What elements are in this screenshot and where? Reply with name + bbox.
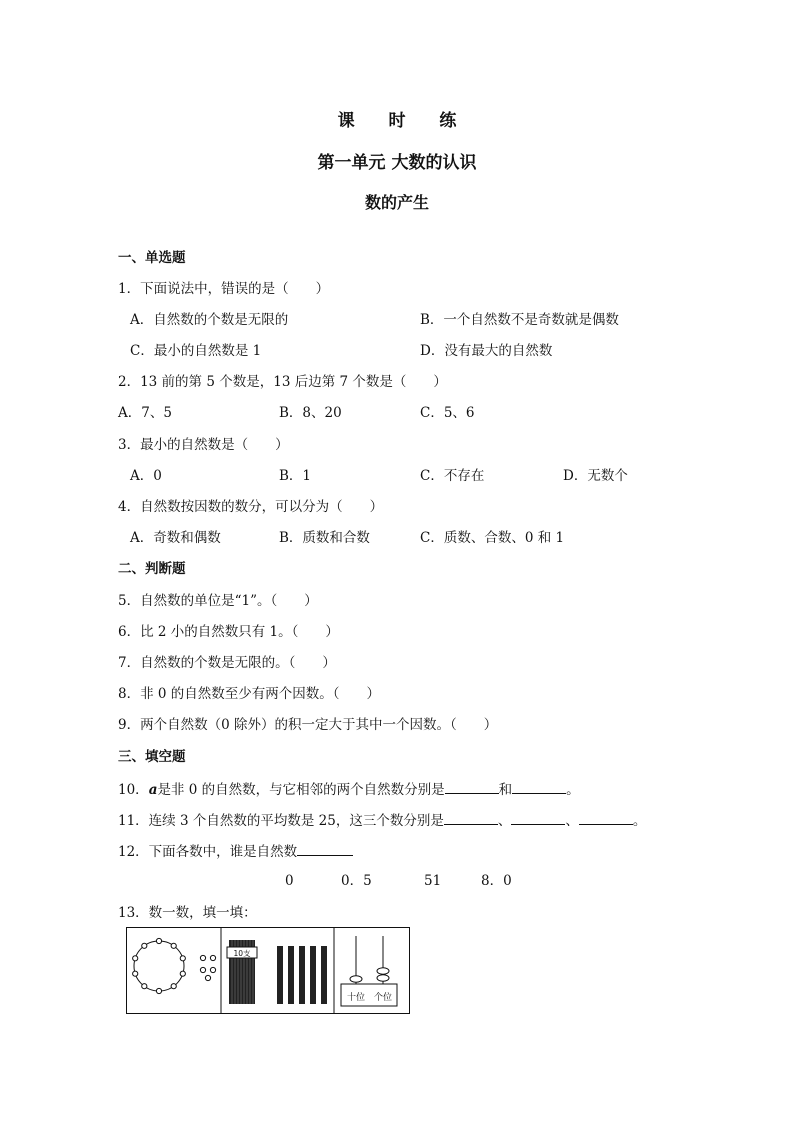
- question-3-option-b: B．1: [279, 468, 312, 484]
- question-12-text: 12．下面各数中，谁是自然数: [118, 844, 298, 860]
- question-4-stem: 4．自然数按因数的数分，可以分为（ ）: [118, 499, 384, 515]
- question-11-sep: 、: [565, 813, 579, 829]
- single-sticks-icon: [277, 946, 327, 1004]
- question-11: [118, 810, 646, 830]
- question-1-option-d: D．没有最大的自然数: [420, 343, 553, 359]
- question-3-stem: 3．最小的自然数是（ ）: [118, 437, 289, 453]
- bead-ring-icon: [133, 938, 186, 993]
- abacus-tens-label: 十位: [346, 993, 366, 1003]
- question-1-option-c: C．最小的自然数是 1: [130, 343, 262, 359]
- lesson-title: 数的产生: [364, 193, 429, 212]
- abacus-ones-label: 个位: [373, 993, 393, 1003]
- question-11-end: 。: [632, 813, 647, 829]
- question-12: [118, 841, 353, 861]
- question-7: 7．自然数的个数是无限的。（ ）: [118, 655, 336, 671]
- question-10-and: 和: [498, 782, 513, 798]
- question-10-number: 10．: [118, 782, 149, 798]
- question-11-sep: 、: [497, 813, 512, 829]
- unit-title: 第一单元 大数的认识: [317, 153, 477, 173]
- question-11-text: 11．连续 3 个自然数的平均数是 25，这三个数分别是: [118, 813, 444, 829]
- counting-figure: [126, 927, 410, 1014]
- section-single-choice: 一、单选题: [118, 250, 186, 266]
- question-10-variable: a: [148, 782, 158, 798]
- question-13-stem: 13．数一数，填一填：: [118, 905, 257, 921]
- question-8: 8．非 0 的自然数至少有两个因数。（ ）: [118, 686, 381, 702]
- answer-blank[interactable]: [512, 779, 566, 794]
- question-1-option-b: B．一个自然数不是奇数就是偶数: [420, 312, 619, 328]
- section-fill-blank: 三、填空题: [118, 749, 186, 765]
- question-9: 9．两个自然数（0 除外）的积一定大于其中一个因数。（ ）: [118, 717, 498, 733]
- question-3-option-a: A．0: [130, 468, 162, 484]
- counting-figure-drawing: [127, 928, 409, 1013]
- answer-blank[interactable]: [445, 779, 499, 794]
- worksheet-title: 课 时 练: [337, 111, 471, 131]
- question-10-text: 是非 0 的自然数，与它相邻的两个自然数分别是: [157, 782, 445, 798]
- loose-beads-icon: [200, 955, 215, 980]
- bundle-label: 10支: [233, 949, 251, 958]
- question-3-option-d: D．无数个: [563, 468, 628, 484]
- answer-blank[interactable]: [579, 810, 633, 825]
- question-4-option-b: B．质数和合数: [279, 530, 370, 546]
- question-2-stem: 2．13 前的第 5 个数是，13 后边第 7 个数是（ ）: [118, 374, 447, 390]
- question-4-option-c: C．质数、合数、0 和 1: [420, 530, 565, 546]
- number-option: 0: [285, 873, 294, 889]
- question-1-stem: 1．下面说法中，错误的是（ ）: [118, 281, 330, 297]
- question-4-option-a: A．奇数和偶数: [130, 530, 221, 546]
- answer-blank[interactable]: [444, 810, 498, 825]
- answer-blank[interactable]: [511, 810, 565, 825]
- number-option: 8．0: [481, 873, 512, 889]
- question-5: 5．自然数的单位是“1”。（ ）: [118, 593, 318, 609]
- question-6: 6．比 2 小的自然数只有 1。（ ）: [118, 624, 339, 640]
- question-2-option-c: C．5、6: [420, 405, 475, 421]
- answer-blank[interactable]: [297, 841, 353, 856]
- question-1-option-a: A．自然数的个数是无限的: [130, 312, 289, 328]
- section-judgment: 二、判断题: [118, 561, 186, 577]
- question-10-end: 。: [566, 782, 580, 798]
- question-2-option-b: B．8、20: [279, 405, 342, 421]
- question-10: [118, 779, 580, 799]
- question-3-option-c: C．不存在: [420, 468, 485, 484]
- number-option: 0．5: [341, 873, 372, 889]
- question-2-option-a: A．7、5: [118, 405, 172, 421]
- number-option: 51: [424, 873, 442, 889]
